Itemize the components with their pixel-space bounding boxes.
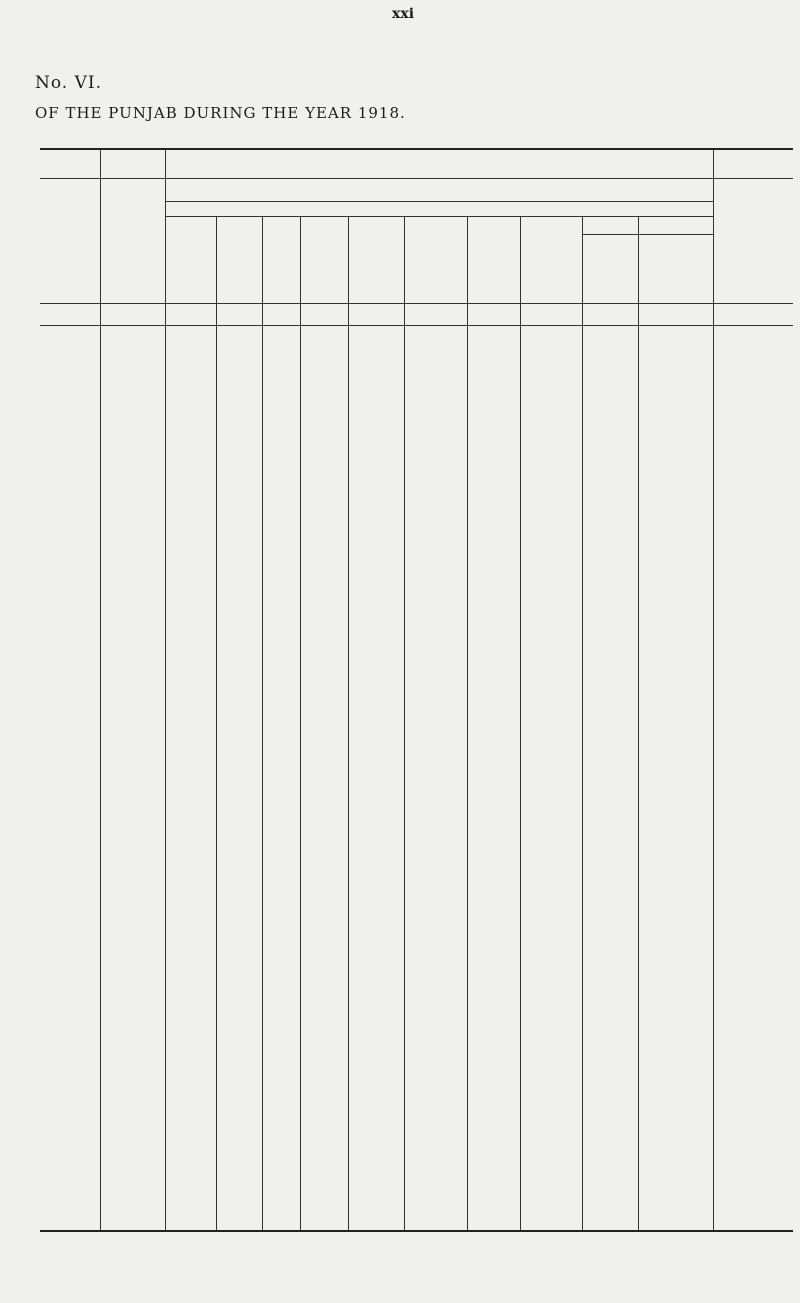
column-header-12 (663, 242, 689, 300)
column-rule (348, 216, 349, 1230)
table-title: OF THE PUNJAB DURING THE YEAR 1918. (35, 104, 406, 122)
page-number: xxi (392, 6, 415, 22)
column-rule (467, 216, 468, 1230)
header-rule (40, 303, 793, 304)
column-rule (638, 216, 639, 1230)
header-rule (165, 201, 713, 202)
column-rule (262, 216, 263, 1230)
table-number: No. VI. (35, 73, 103, 93)
header-rule (40, 178, 793, 179)
column-rule (100, 150, 101, 1230)
column-rule (582, 216, 583, 1230)
column-rule (713, 150, 714, 1230)
column-rule (216, 216, 217, 1230)
column-rule (165, 150, 166, 1230)
header-rule (40, 325, 793, 326)
column-rule (300, 216, 301, 1230)
mortality-table (40, 148, 793, 1232)
column-rule (404, 216, 405, 1230)
header-rule (165, 216, 713, 217)
header-rule (582, 234, 713, 235)
column-rule (520, 216, 521, 1230)
